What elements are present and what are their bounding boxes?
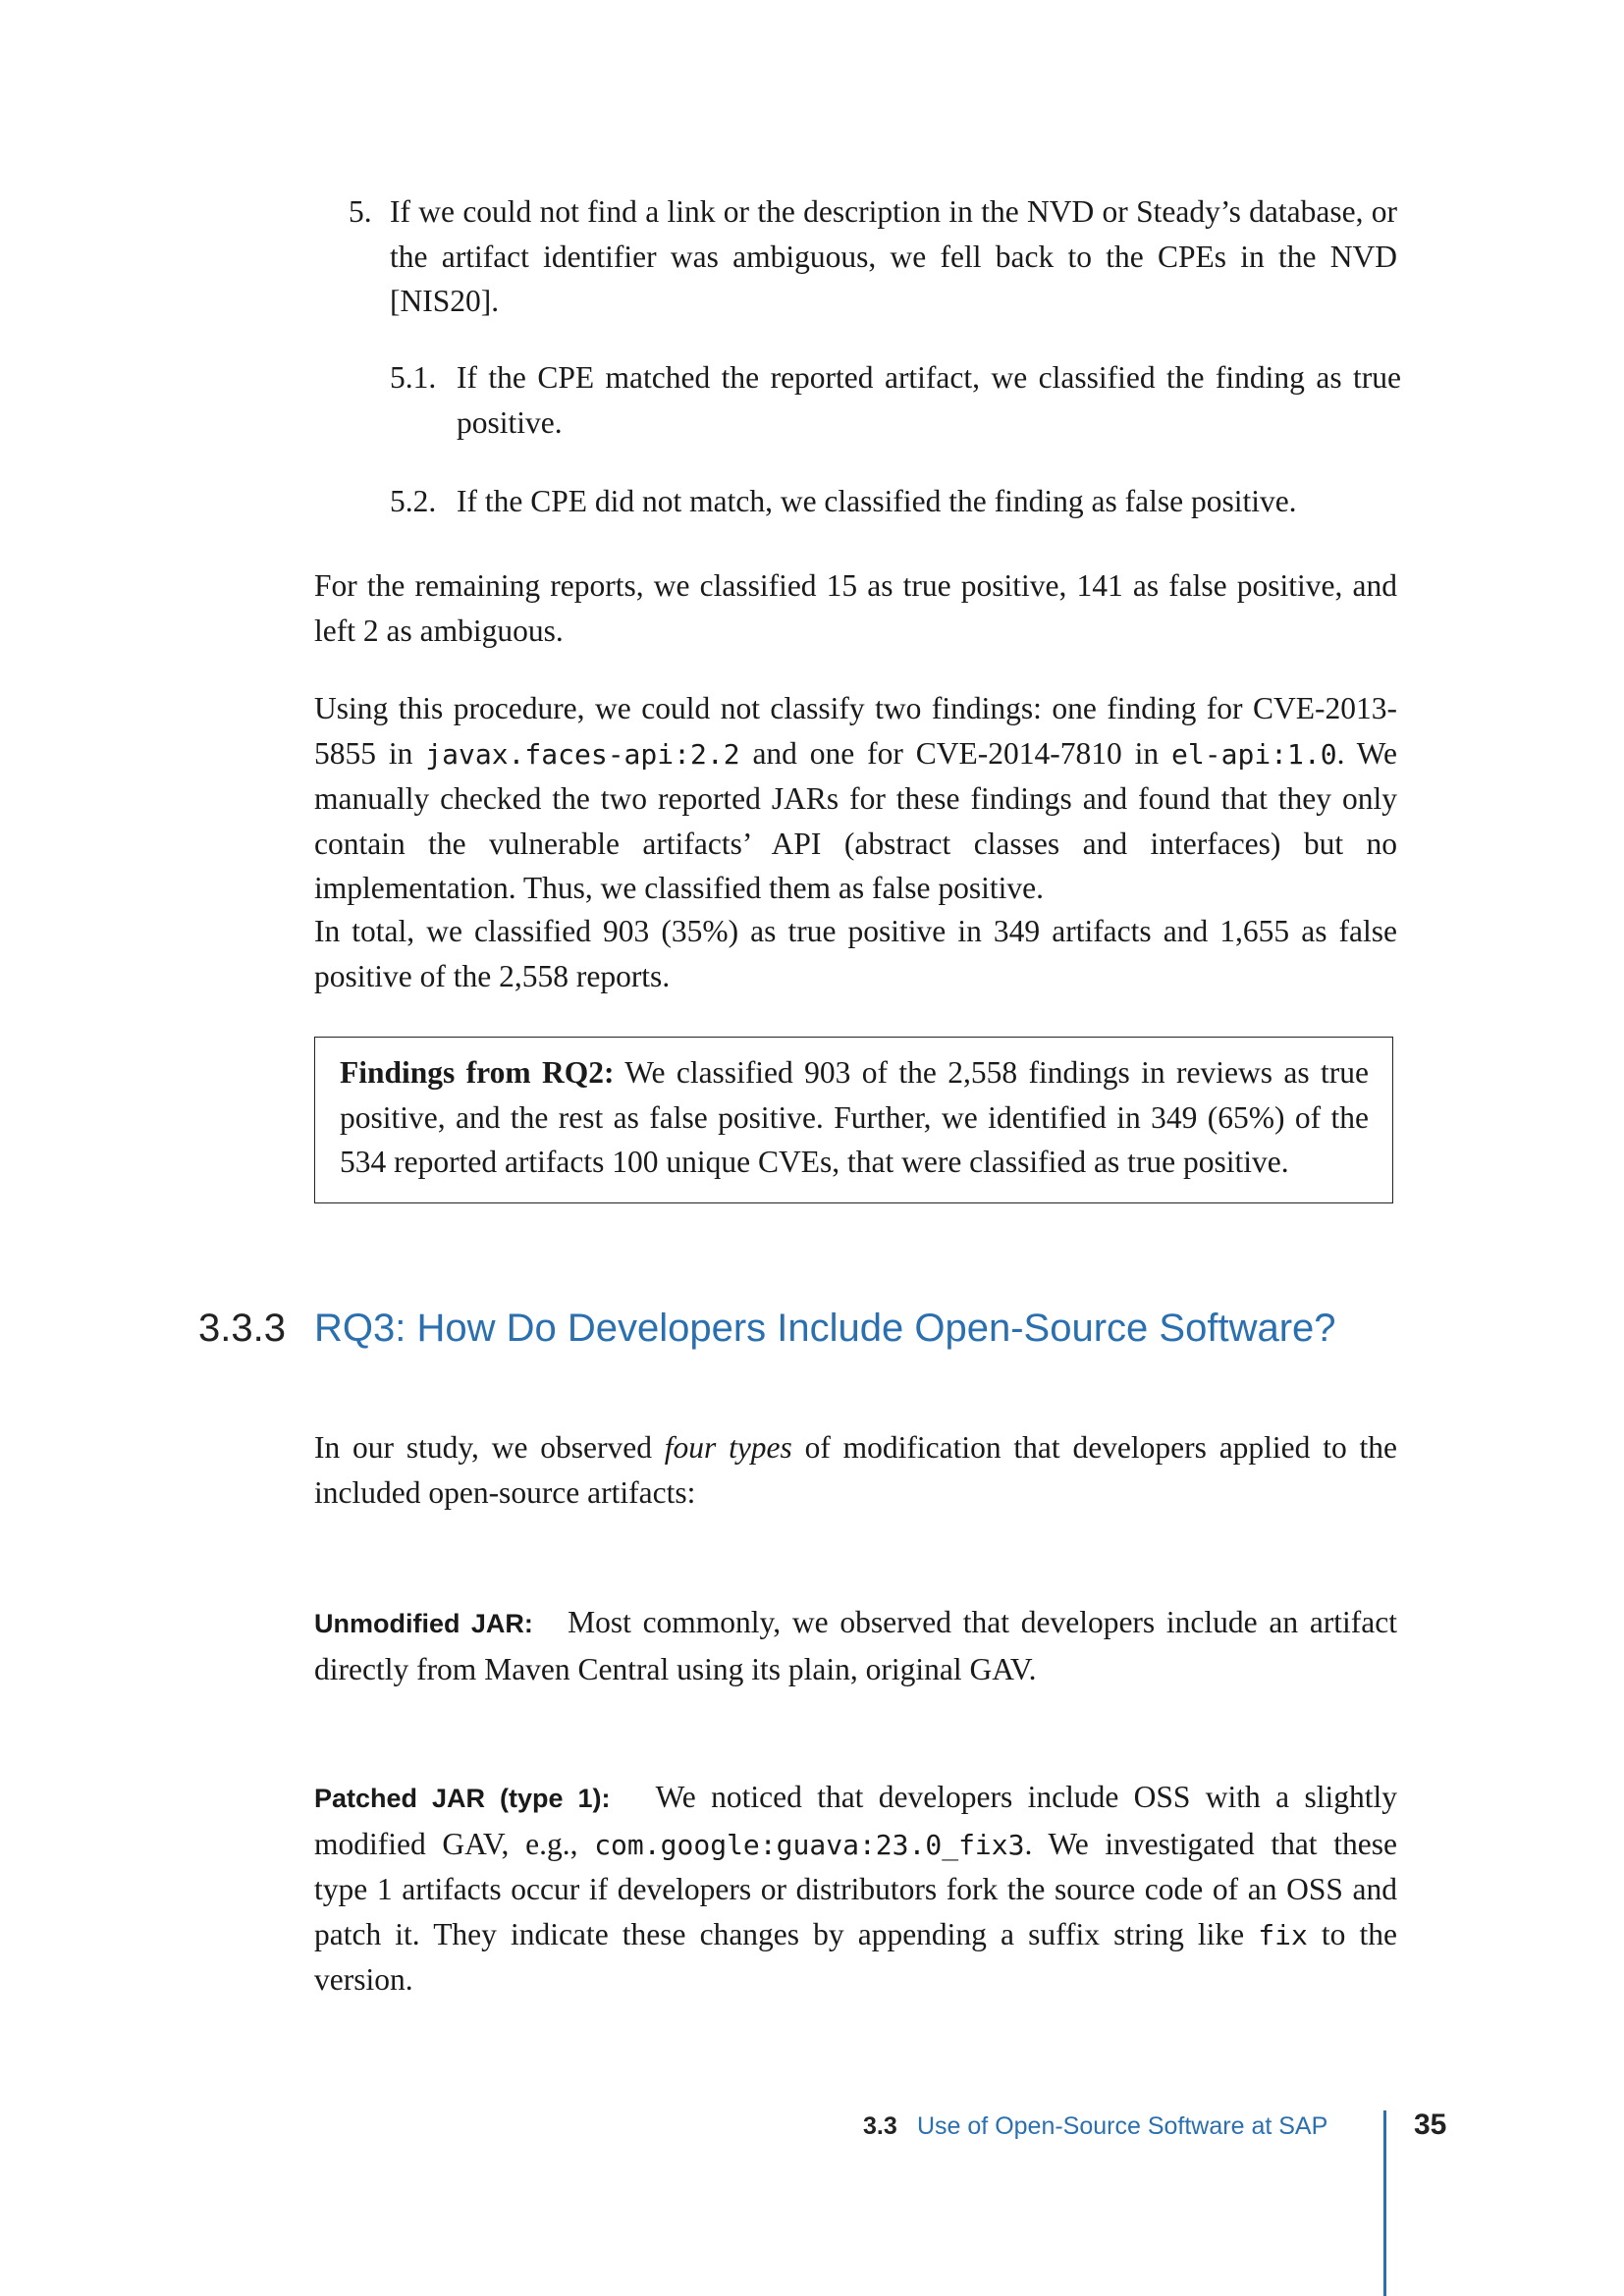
text-span: and one for CVE-2014-7810 in [739,735,1172,771]
paragraph-heading: Unmodified JAR: [314,1609,533,1638]
section-number: 3.3.3 [198,1307,286,1350]
code-artifact: javax.faces-api:2.2 [425,737,740,771]
list-item-number: 5.2. [390,484,437,518]
paragraph-procedure [314,686,1397,911]
text-span: to the version. [314,1916,1397,1997]
paragraph-intro [314,1425,1397,1515]
text-span: Using this procedure, we could not classify two findings: one finding for CVE-2013-5855 in [314,691,1397,771]
findings-label: Findings from RQ2: [340,1055,615,1090]
footer-section-number: 3.3 [863,2112,897,2140]
paragraph-patched-jar [314,1775,1397,2002]
text-span: . We manually checked the two reported JARs for these findings and found that they only contain the vulnerable artifacts’ API (abstract classes and interfaces) but no implementation. Thus, we classified them as false positive. [314,735,1397,905]
list-item-number: 5. [349,194,372,229]
footer-section-title: Use of Open-Source Software at SAP [917,2112,1328,2140]
list-item-number: 5.1. [390,360,437,395]
text-span: Most commonly, we observed that developers include an artifact directly from Maven Central using its plain, original GAV. [314,1605,1398,1686]
emphasis: four types [664,1430,792,1465]
findings-text [340,1050,1369,1185]
section-title: RQ3: How Do Developers Include Open-Source Software? [314,1307,1336,1350]
findings-body: We classified 903 of the 2,558 findings in reviews as true positive, and the rest as false positive. Further, we identified in 349 (65%) of the 534 reported artifacts 100 unique CVEs, that were classified as true positive. [340,1055,1369,1179]
findings-box [314,1037,1393,1203]
page-number: 35 [1414,2109,1447,2141]
list-item-5: If we could not find a link or the description in the NVD or Steady’s database, or the artifact identifier was ambiguous, we fell back to the CPEs in the NVD [NIS20]. [390,194,1397,318]
text-span: We noticed that developers include OSS with a slightly modified GAV, e.g., [314,1780,1398,1861]
paragraph-remaining-reports: For the remaining reports, we classified 15 as true positive, 141 as false positive, and left 2 as ambiguous. [314,568,1397,648]
list-item-5-2: If the CPE did not match, we classified the finding as false positive. [457,484,1297,518]
text-span: of modification that developers applied to the included open-source artifacts: [314,1430,1397,1510]
paragraph-total: In total, we classified 903 (35%) as true positive in 349 artifacts and 1,655 as false positive of the 2,558 reports. [314,914,1397,993]
text-span: In our study, we observed [314,1430,665,1465]
footer-divider [1383,2110,1386,2296]
code-artifact: fix [1258,1918,1308,1951]
paragraph-unmodified-jar [314,1600,1397,1691]
code-artifact: com.google:guava:23.0_fix3 [594,1828,1025,1861]
paragraph-heading: Patched JAR (type 1): [314,1784,611,1813]
text-span: . We investigated that these type 1 artifacts occur if developers or distributors fork the source code of an OSS and patch it. They indicate these changes by appending a suffix string like [314,1826,1397,1951]
code-artifact: el-api:1.0 [1171,737,1337,771]
list-item-5-1: If the CPE matched the reported artifact, we classified the finding as true positive. [457,360,1401,440]
